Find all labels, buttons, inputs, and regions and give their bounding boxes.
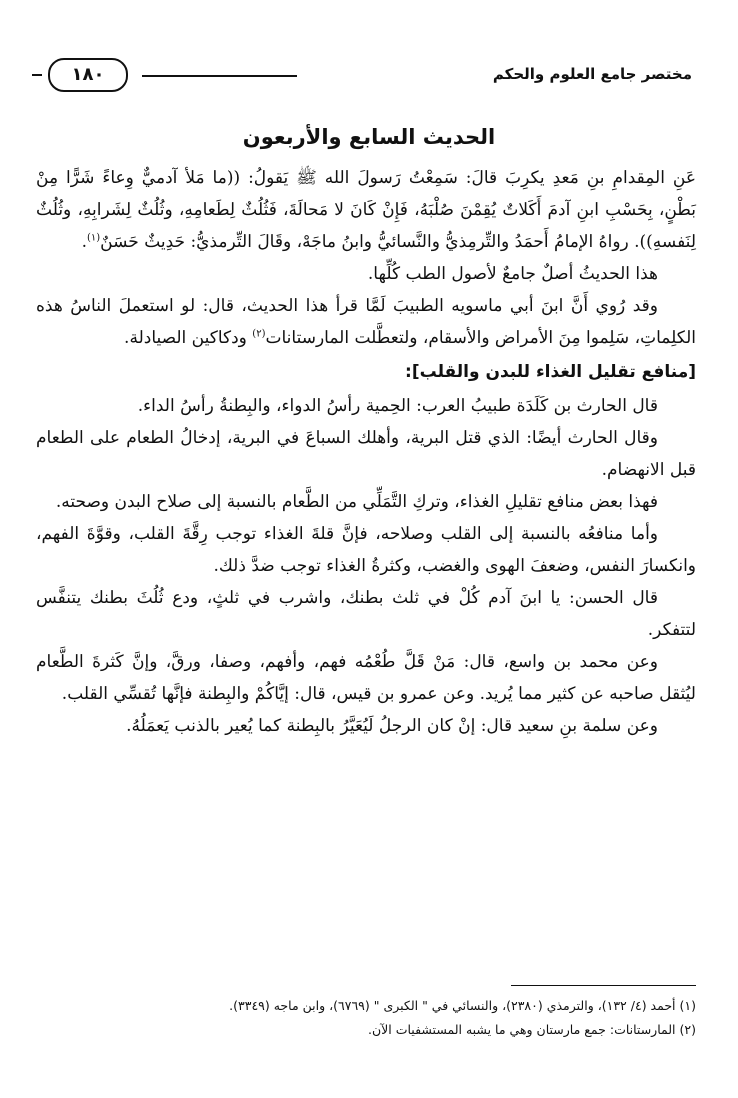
section-title: الحديث السابع والأربعون [242, 125, 496, 149]
paragraph: قال الحارث بن كَلَدَة طبيبُ العرب: الحِمية رأسُ الدواء، والبِطنةُ رأسُ الداء. [137, 396, 658, 416]
footnote-divider [511, 985, 696, 986]
paragraph-text: وقد رُوي أَنَّ ابنَ أبي ماسويه الطبيبَ لَمَّا قرأ هذا الحديث، قال: لو استعملَ الناسُ هذه الكلِماتِ، سَلِموا مِنَ الأمراض والأسقام، ولتعطَّلت المارستانات [36, 296, 696, 348]
footnote-1: (١) أحمد (٤/ ١٣٢)، والترمذي (٢٣٨٠)، والنسائي في " الكبرى " (٦٧٦٩)، وابن ماجه (٣٣٤٩). [229, 998, 696, 1013]
paragraph: وعن محمد بن واسع، قال: مَنْ قَلَّ طُعْمُه فهم، وأفهم، وصفا، ورقَّ، وإنَّ كَثرةَ الطَّعام ليُثقل صاحبه عن كثير مما يُريد. وعن عمرو بن قيس، قال: إيَّاكُمْ والبِطنة فإنَّها تُقسِّي القلب. [36, 652, 696, 704]
footnote-ref-2: (٢) [252, 328, 266, 340]
paragraph: وأما منافعُه بالنسبة إلى القلب وصلاحه، فإنَّ قلةَ الغذاء توجب رِقَّةَ القلب، وقوَّةَ الفهم، وانكسارَ النفس، وضعفَ الهوى والغضب، وكثرةُ الغذاء توجب ضدَّ ذلك. [36, 524, 696, 576]
hadith-paragraph [36, 162, 696, 258]
paragraph: فهذا بعض منافع تقليلِ الغذاء، وتركِ التَّمَلِّي من الطَّعام بالنسبة إلى صلاح البدن وصحته. [55, 492, 658, 512]
subheading: [منافع تقليل الغذاء للبدن والقلب]: [405, 362, 696, 382]
header-end-dash [32, 74, 42, 76]
paragraph: وعن سلمة بنِ سعيد قال: إنْ كان الرجلُ لَيُعَيَّرُ بالبِطنة كما يُعير بالذنب يَعمَلُهُ. [126, 716, 658, 736]
footnote-ref-1: (١) [86, 232, 101, 244]
hadith-text: عَنِ المِقدامِ بنِ مَعدِ يكرِبَ قالَ: سَمِعْتُ رَسولَ الله ﷺ يَقولُ: ((ما مَلأ آدميٌّ وِعاءً شَرًّا مِنْ بَطْنٍ، بِحَسْبِ ابنِ آدمَ أَكَلاتٌ يُقِمْنَ صُلْبَهُ، فَإِنْ كَانَ لا مَحالَةَ، فَثُلُثٌ لِطَعامِهِ، وثُلُثٌ لِشَرابِهِ، وثُلُثٌ لِنَفسهِ)). رواهُ الإمامُ أَحمَدُ والتِّرمِذيُّ والنَّسائيُّ وابنُ ماجَهْ، وقَالَ التِّرمذيُّ: حَدِيثٌ حَسَنٌ [36, 168, 696, 252]
book-title: مختصر جامع العلوم والحكم [492, 65, 692, 83]
paragraph: وقال الحارث أيضًا: الذي قتل البرية، وأهلك السباعَ في البرية، إدخالُ الطعام على الطعام قبل الانهضام. [36, 428, 696, 480]
paragraph-end: ودكاكين الصيادلة. [124, 328, 253, 348]
footnotes [36, 994, 696, 1042]
header-rule [142, 75, 297, 77]
footnote-2: (٢) المارستانات: جمع مارستان وهي ما يشبه المستشفيات الآن. [368, 1022, 696, 1037]
paragraph [36, 290, 696, 354]
paragraph: قال الحسن: يا ابنَ آدم كُلْ في ثلث بطنك، واشرب في ثلثٍ، ودع ثُلُثَ بطنك يتنفَّس لتتفكر. [36, 588, 696, 640]
paragraph: هذا الحديثُ أصلٌ جامعٌ لأصول الطب كُلِّها. [367, 264, 658, 284]
body-text [36, 162, 696, 742]
running-header [32, 58, 692, 92]
hadith-end: . [81, 232, 87, 252]
page-number: ١٨٠ [48, 58, 128, 92]
